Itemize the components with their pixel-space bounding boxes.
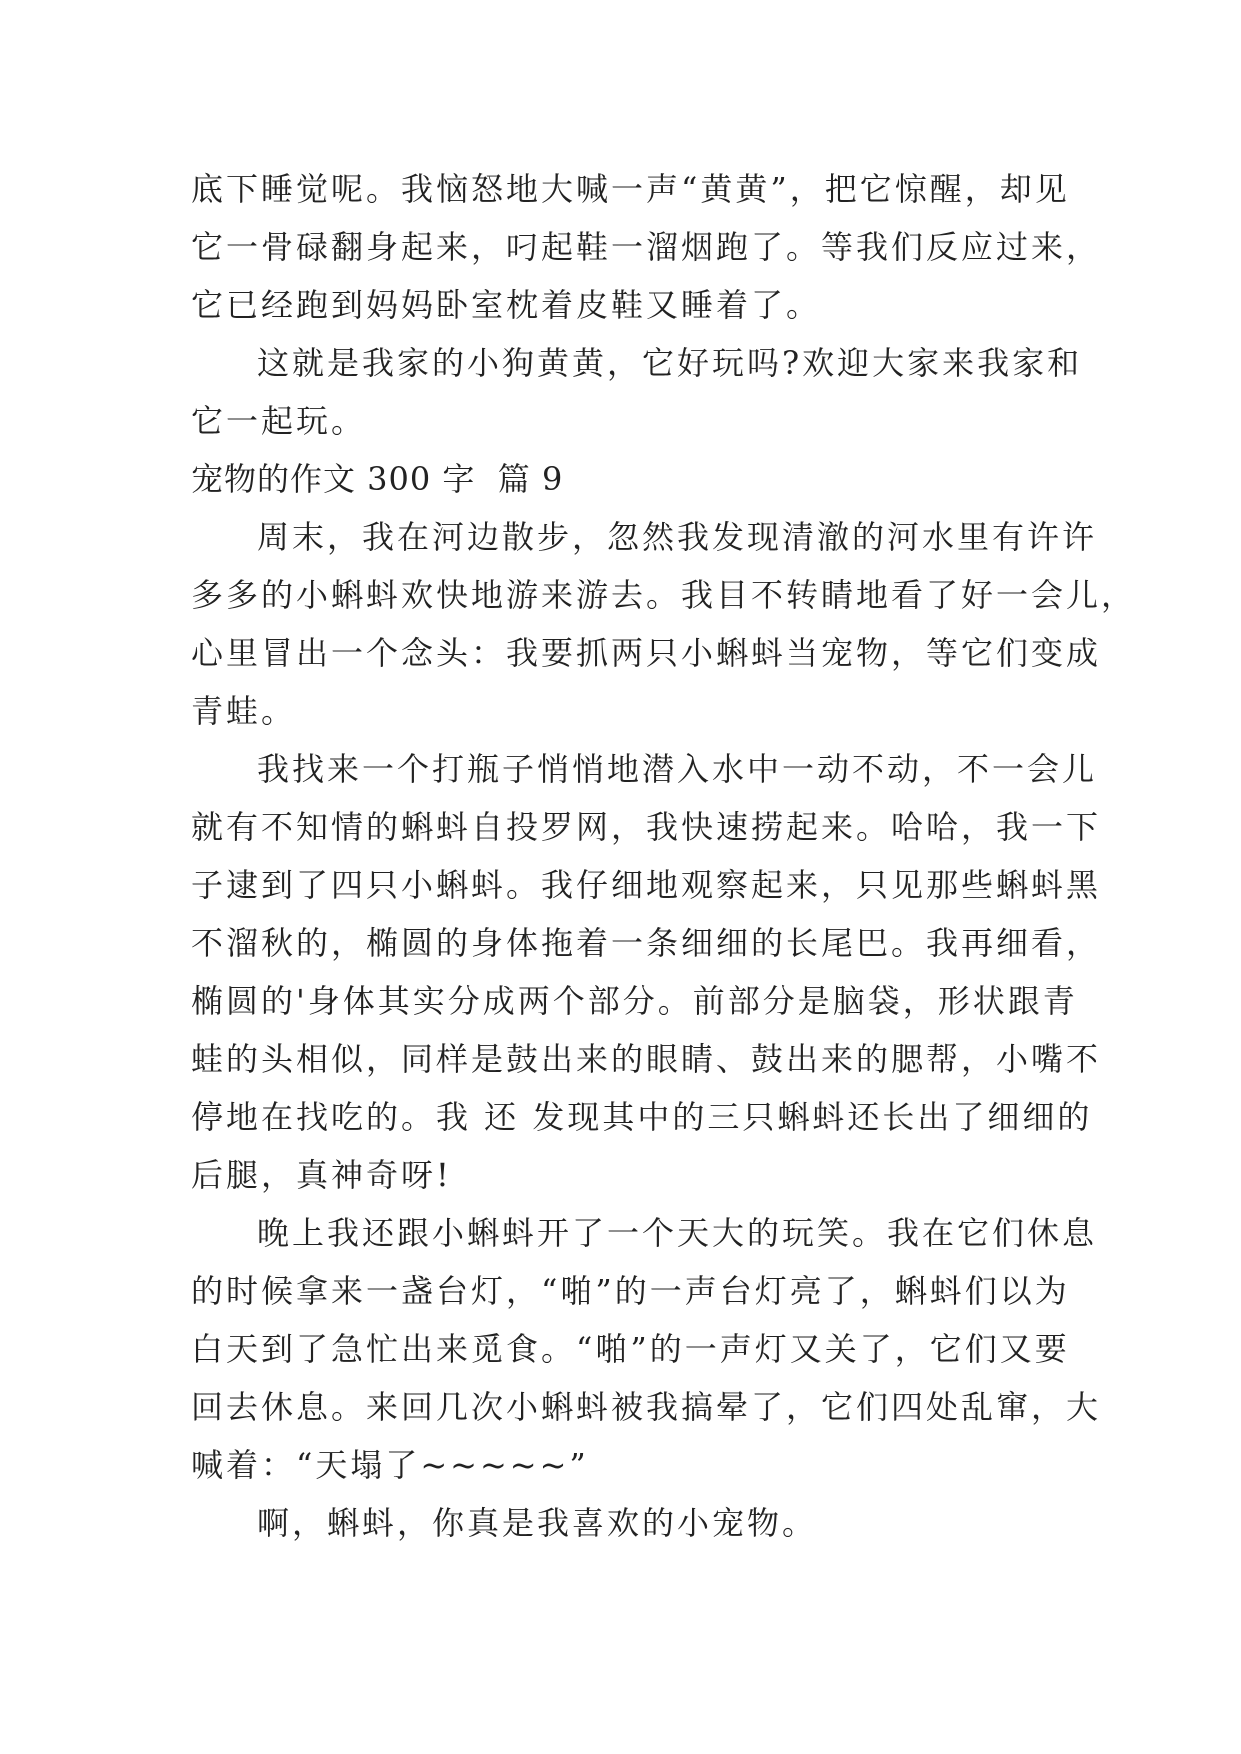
section-title: 宠物的作文 300 字 篇 9: [191, 460, 564, 498]
document-body: [191, 160, 1137, 1552]
text-line: 青蛙。: [191, 692, 297, 730]
text-line: 多多的小蝌蚪欢快地游来游去。我目不转睛地看了好一会儿，: [191, 576, 1137, 614]
paragraph: [191, 508, 1137, 740]
paragraph: [191, 1494, 1061, 1552]
text-line: 它一起玩。: [191, 402, 367, 440]
text-line: 后腿，真神奇呀!: [191, 1156, 452, 1194]
text-line: 我找来一个打瓶子悄悄地潜入水中一动不动，不一会儿: [257, 750, 1098, 788]
text-line: 它一骨碌翻身起来，叼起鞋一溜烟跑了。等我们反应过来，: [191, 228, 1102, 266]
text-line: 啊，蝌蚪，你真是我喜欢的小宠物。: [257, 1504, 818, 1542]
paragraph: [191, 1204, 1102, 1494]
text-line: 心里冒出一个念头：我要抓两只小蝌蚪当宠物，等它们变成: [191, 634, 1102, 672]
paragraph: [191, 740, 1102, 1204]
text-line: 子逮到了四只小蝌蚪。我仔细地观察起来，只见那些蝌蚪黑: [191, 866, 1102, 904]
text-line: 停地在找吃的。我 还 发现其中的三只蝌蚪还长出了细细的: [191, 1098, 1093, 1136]
text-line: 它已经跑到妈妈卧室枕着皮鞋又睡着了。: [191, 286, 822, 324]
text-line: 底下睡觉呢。我恼怒地大喊一声“黄黄”，把它惊醒，却见: [191, 170, 1070, 208]
paragraph: [191, 334, 1083, 450]
text-line: 不溜秋的，椭圆的身体拖着一条细细的长尾巴。我再细看，: [191, 924, 1102, 962]
text-line: 这就是我家的小狗黄黄，它好玩吗?欢迎大家来我家和: [257, 344, 1083, 382]
text-line: 的时候拿来一盏台灯，“啪”的一声台灯亮了，蝌蚪们以为: [191, 1272, 1070, 1310]
text-line: 周末，我在河边散步，忽然我发现清澈的河水里有许许: [257, 518, 1098, 556]
text-line: 晚上我还跟小蝌蚪开了一个天大的玩笑。我在它们休息: [257, 1214, 1098, 1252]
text-line: 椭圆的'身体其实分成两个部分。前部分是脑袋，形状跟青: [191, 982, 1078, 1020]
text-line: 就有不知情的蝌蚪自投罗网，我快速捞起来。哈哈，我一下: [191, 808, 1102, 846]
text-line: 蛙的头相似，同样是鼓出来的眼睛、鼓出来的腮帮，小嘴不: [191, 1040, 1102, 1078]
text-line: 白天到了急忙出来觅食。“啪”的一声灯又关了，它们又要: [191, 1330, 1070, 1368]
text-line: 回去休息。来回几次小蝌蚪被我搞晕了，它们四处乱窜，大: [191, 1388, 1102, 1426]
text-line: 喊着：“天塌了~~~~~”: [191, 1446, 589, 1484]
paragraph: [191, 160, 1102, 334]
